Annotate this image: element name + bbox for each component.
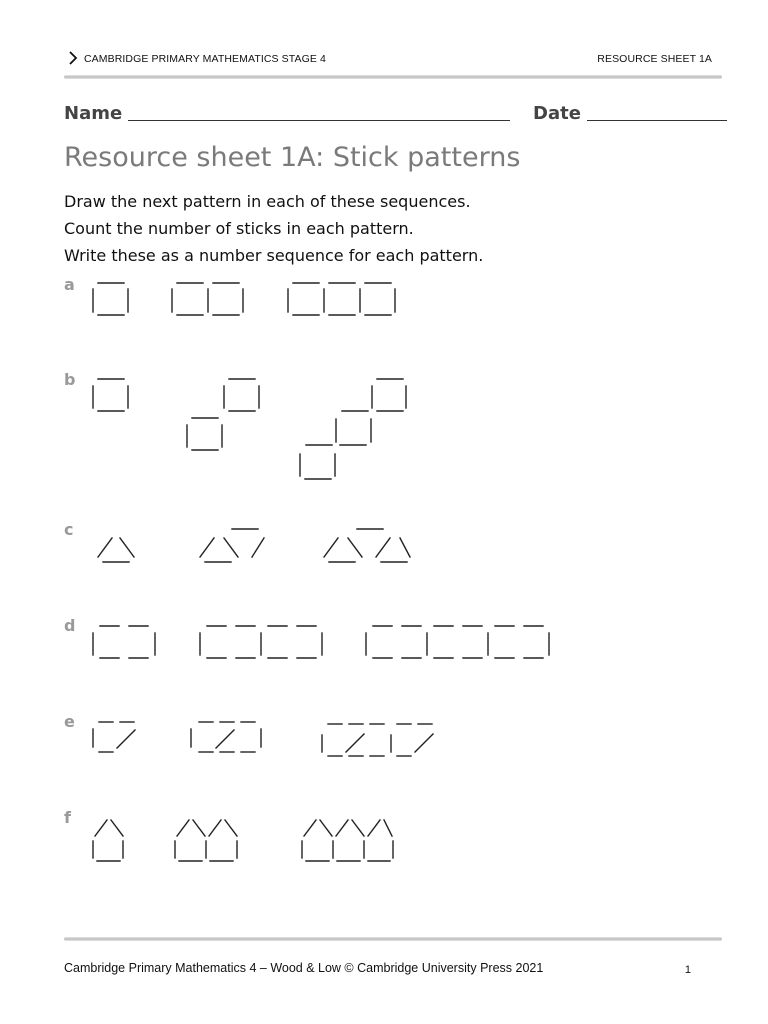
pattern-label-e: e	[64, 712, 75, 731]
pattern-b-step-2	[187, 379, 259, 450]
header-sheet-id: RESOURCE SHEET 1A	[597, 53, 712, 65]
pattern-a-step-3	[288, 283, 395, 315]
footer-divider	[64, 937, 722, 941]
instruction-line: Count the number of sticks in each pattern.	[64, 219, 414, 238]
pattern-d	[93, 626, 549, 658]
pattern-c	[98, 529, 410, 562]
pattern-f-step-2	[175, 820, 237, 861]
pattern-f-step-1	[93, 820, 123, 861]
pattern-a-step-2	[172, 283, 243, 315]
date-label: Date	[533, 103, 581, 124]
footer-credit: Cambridge Primary Mathematics 4 – Wood & Low © Cambridge University Press 2021	[64, 961, 544, 975]
pattern-c-step-1	[98, 538, 134, 562]
pattern-f-step-3	[302, 820, 393, 861]
pattern-label-f: f	[64, 808, 71, 827]
page-title: Resource sheet 1A: Stick patterns	[64, 142, 521, 173]
instruction-line: Write these as a number sequence for each pattern.	[64, 246, 484, 265]
pattern-b	[93, 379, 406, 479]
pattern-b-step-3	[300, 379, 406, 479]
pattern-a	[93, 283, 395, 315]
name-label: Name	[64, 103, 123, 124]
header-series-title: CAMBRIDGE PRIMARY MATHEMATICS STAGE 4	[84, 53, 326, 65]
pattern-e	[93, 722, 433, 756]
page-number: 1	[684, 964, 691, 976]
pattern-c-step-2	[200, 529, 264, 562]
pattern-label-d: d	[64, 616, 76, 635]
pattern-a-step-1	[93, 283, 128, 315]
pattern-f	[93, 820, 393, 861]
pattern-e-step-1	[93, 722, 135, 752]
pattern-d-step-1	[93, 626, 155, 658]
pattern-e-step-3	[322, 724, 433, 756]
pattern-d-step-3	[366, 626, 549, 658]
pattern-b-step-1	[93, 379, 128, 411]
pattern-label-a: a	[64, 275, 75, 294]
pattern-e-step-2	[191, 722, 261, 752]
pattern-label-b: b	[64, 370, 76, 389]
instruction-line: Draw the next pattern in each of these sequences.	[64, 192, 471, 211]
pattern-c-step-3	[324, 529, 410, 562]
pattern-label-c: c	[64, 520, 74, 539]
pattern-d-step-2	[200, 626, 322, 658]
